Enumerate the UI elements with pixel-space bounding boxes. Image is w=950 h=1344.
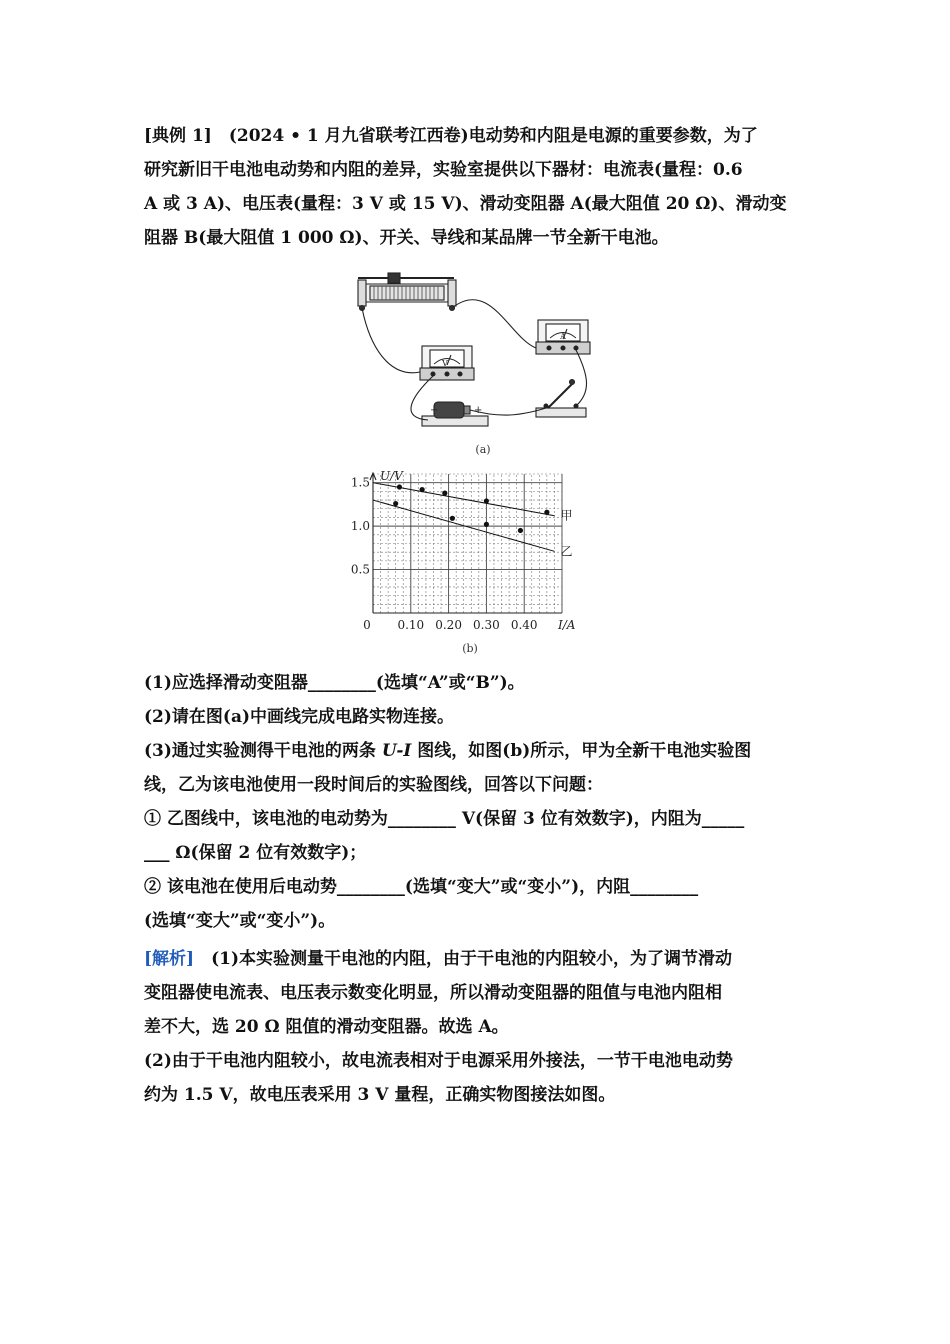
data-point — [420, 487, 425, 492]
y-tick-label: 0.5 — [350, 562, 370, 577]
problem-statement — [144, 119, 808, 255]
y-tick-label: 1.0 — [350, 519, 370, 534]
battery-plus-label: + — [474, 405, 483, 416]
data-point — [450, 516, 455, 521]
problem-line-3: A 或 3 A)、电压表(量程：3 V 或 15 V)、滑动变阻器 A(最大阻值 20 Ω)、滑动变 — [144, 194, 787, 214]
x-tick-label: 0.30 — [473, 618, 500, 632]
rheostat-icon — [358, 273, 456, 311]
y-axis-label: U/V — [380, 469, 403, 483]
question-3-sub2-line-1: ② 该电池在使用后电动势________(选填“变大”或“变小”)，内阻________ — [144, 877, 699, 897]
data-point — [518, 528, 523, 533]
circuit-figure-a — [350, 268, 600, 460]
problem-line-1: [典例 1] (2024 • 1 月九省联考江西卷)电动势和内阻是电源的重要参数，为了 — [144, 126, 758, 146]
ui-chart — [340, 468, 600, 658]
data-point — [442, 491, 447, 496]
analysis-tag: [解析] — [144, 949, 195, 969]
figure-b-caption: (b) — [462, 642, 478, 655]
question-2: (2)请在图(a)中画线完成电路实物连接。 — [144, 707, 455, 727]
data-point — [397, 484, 402, 489]
x-tick-label: 0.10 — [397, 618, 425, 632]
question-3-sub1-line-2: ___ Ω(保留 2 位有效数字)； — [144, 843, 367, 863]
y-tick-label: 1.5 — [350, 475, 370, 490]
questions — [144, 666, 808, 938]
question-3-line-1: (3)通过实验测得干电池的两条 U-I 图线，如图(b)所示，甲为全新干电池实验图 — [144, 741, 752, 761]
voltmeter-label: V — [442, 359, 448, 368]
analysis-line-4: (2)由于干电池内阻较小，故电流表相对于电源采用外接法，一节干电池电动势 — [144, 1051, 733, 1071]
data-point — [484, 522, 489, 527]
x-axis-label: I/A — [558, 618, 576, 632]
analysis-line-5: 约为 1.5 V，故电压表采用 3 V 量程，正确实物图接法如图。 — [144, 1085, 616, 1105]
analysis-line-2: 变阻器使电流表、电压表示数变化明显，所以滑动变阻器的阻值与电池内阻相 — [144, 983, 722, 1003]
example-tag: [典例 1] — [144, 126, 212, 146]
series-label-yi: 乙 — [560, 544, 573, 559]
figure-a-caption: (a) — [475, 443, 491, 456]
question-3-sub1-line-1: ① 乙图线中，该电池的电动势为________ V(保留 3 位有效数字)，内阻为_____ — [144, 809, 745, 829]
ui-chart-figure-b — [340, 468, 600, 658]
analysis — [144, 942, 808, 1112]
x-tick-label: 0.40 — [510, 618, 538, 632]
data-point — [393, 501, 398, 506]
analysis-line-1: [解析] (1)本实验测量干电池的内阻，由于干电池的内阻较小，为了调节滑动 — [144, 949, 733, 969]
analysis-line-3: 差不大，选 20 Ω 阻值的滑动变阻器。故选 A。 — [144, 1017, 509, 1037]
problem-line-4: 阻器 B(最大阻值 1 000 Ω)、开关、导线和某品牌一节全新干电池。 — [144, 228, 669, 248]
data-point — [484, 498, 489, 503]
circuit-drawing — [350, 268, 600, 460]
series-label-jia: 甲 — [560, 508, 573, 523]
switch-icon — [536, 380, 586, 418]
problem-line-2: 研究新旧干电池电动势和内阻的差异，实验室提供以下器材：电流表(量程：0.6 — [144, 160, 743, 180]
question-1: (1)应选择滑动变阻器________(选填“A”或“B”)。 — [144, 673, 525, 693]
question-3-line-2: 线，乙为该电池使用一段时间后的实验图线，回答以下问题： — [144, 775, 603, 795]
battery-minus-label: − — [430, 405, 439, 416]
x-tick-label: 0 — [363, 618, 371, 632]
ammeter-label: A — [560, 332, 566, 341]
question-3-sub2-line-2: (选填“变大”或“变小”)。 — [144, 911, 336, 931]
x-tick-label: 0.20 — [435, 618, 462, 632]
data-point — [544, 510, 549, 515]
